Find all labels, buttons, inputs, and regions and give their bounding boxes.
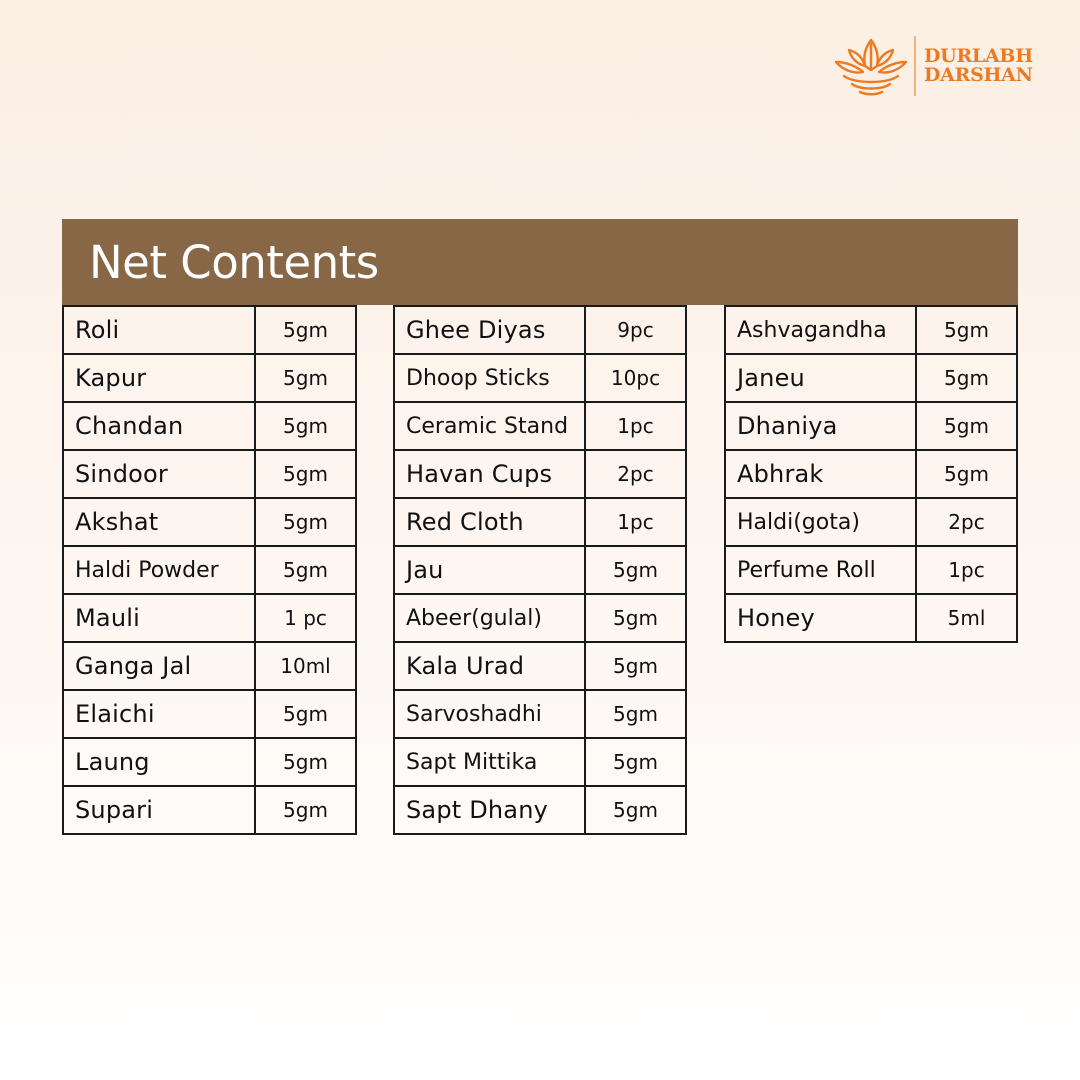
table-row	[394, 306, 686, 354]
item-quantity: 5gm	[255, 546, 356, 594]
table-row	[725, 306, 1017, 354]
item-name: Jau	[394, 546, 585, 594]
item-name: Ghee Diyas	[394, 306, 585, 354]
table-row	[63, 738, 356, 786]
item-name: Perfume Roll	[725, 546, 916, 594]
item-name: Honey	[725, 594, 916, 642]
brand-line-1: DURLABH	[924, 45, 1033, 67]
item-name: Chandan	[63, 402, 255, 450]
table-row	[394, 738, 686, 786]
item-name: Red Cloth	[394, 498, 585, 546]
table-row	[394, 354, 686, 402]
table-row	[63, 402, 356, 450]
item-quantity: 5gm	[255, 354, 356, 402]
item-quantity: 5gm	[585, 690, 686, 738]
contents-table-3	[724, 305, 1018, 643]
item-name: Elaichi	[63, 690, 255, 738]
contents-table-1	[62, 305, 357, 835]
table-row	[63, 786, 356, 834]
table-row	[394, 450, 686, 498]
page-title: Net Contents	[89, 236, 379, 289]
item-quantity: 5gm	[255, 690, 356, 738]
table-row	[725, 354, 1017, 402]
item-quantity: 1pc	[585, 402, 686, 450]
item-name: Ganga Jal	[63, 642, 255, 690]
item-name: Laung	[63, 738, 255, 786]
item-name: Sindoor	[63, 450, 255, 498]
table-row	[63, 306, 356, 354]
lotus-namaste-icon	[832, 34, 910, 100]
table-row	[394, 690, 686, 738]
item-quantity: 1 pc	[255, 594, 356, 642]
table-row	[725, 498, 1017, 546]
table-row	[63, 498, 356, 546]
item-quantity: 5gm	[255, 738, 356, 786]
item-name: Janeu	[725, 354, 916, 402]
brand-logo	[832, 34, 1042, 100]
item-quantity: 2pc	[916, 498, 1017, 546]
table-row	[725, 546, 1017, 594]
item-quantity: 5ml	[916, 594, 1017, 642]
item-quantity: 10pc	[585, 354, 686, 402]
item-name: Dhaniya	[725, 402, 916, 450]
table-row	[394, 786, 686, 834]
logo-divider	[914, 36, 916, 96]
item-quantity: 5gm	[585, 738, 686, 786]
table-row	[725, 594, 1017, 642]
item-name: Kala Urad	[394, 642, 585, 690]
item-quantity: 5gm	[585, 642, 686, 690]
table-row	[63, 594, 356, 642]
item-name: Abeer(gulal)	[394, 594, 585, 642]
item-name: Ceramic Stand	[394, 402, 585, 450]
brand-line-2: DARSHAN	[924, 64, 1033, 86]
item-quantity: 5gm	[255, 306, 356, 354]
table-row	[63, 354, 356, 402]
item-name: Havan Cups	[394, 450, 585, 498]
item-quantity: 5gm	[255, 786, 356, 834]
table-row	[394, 642, 686, 690]
item-name: Haldi Powder	[63, 546, 255, 594]
table-row	[63, 690, 356, 738]
table-row	[725, 450, 1017, 498]
item-name: Roli	[63, 306, 255, 354]
item-name: Dhoop Sticks	[394, 354, 585, 402]
item-quantity: 1pc	[916, 546, 1017, 594]
item-name: Sapt Mittika	[394, 738, 585, 786]
table-row	[63, 642, 356, 690]
item-quantity: 5gm	[585, 594, 686, 642]
item-quantity: 5gm	[255, 498, 356, 546]
item-quantity: 5gm	[585, 786, 686, 834]
item-name: Supari	[63, 786, 255, 834]
item-quantity: 5gm	[916, 306, 1017, 354]
item-name: Abhrak	[725, 450, 916, 498]
item-name: Akshat	[63, 498, 255, 546]
item-name: Haldi(gota)	[725, 498, 916, 546]
item-name: Sarvoshadhi	[394, 690, 585, 738]
table-row	[63, 546, 356, 594]
item-quantity: 5gm	[916, 450, 1017, 498]
table-row	[394, 402, 686, 450]
contents-table-2	[393, 305, 687, 835]
item-name: Mauli	[63, 594, 255, 642]
item-quantity: 5gm	[916, 402, 1017, 450]
item-quantity: 5gm	[916, 354, 1017, 402]
item-quantity: 2pc	[585, 450, 686, 498]
item-quantity: 5gm	[255, 402, 356, 450]
item-quantity: 5gm	[585, 546, 686, 594]
table-row	[394, 498, 686, 546]
item-name: Ashvagandha	[725, 306, 916, 354]
brand-name	[924, 47, 1033, 85]
net-contents-header	[62, 219, 1018, 305]
item-quantity: 1pc	[585, 498, 686, 546]
table-row	[725, 402, 1017, 450]
table-row	[394, 594, 686, 642]
item-quantity: 9pc	[585, 306, 686, 354]
table-row	[63, 450, 356, 498]
item-name: Sapt Dhany	[394, 786, 585, 834]
item-quantity: 10ml	[255, 642, 356, 690]
item-name: Kapur	[63, 354, 255, 402]
table-row	[394, 546, 686, 594]
item-quantity: 5gm	[255, 450, 356, 498]
